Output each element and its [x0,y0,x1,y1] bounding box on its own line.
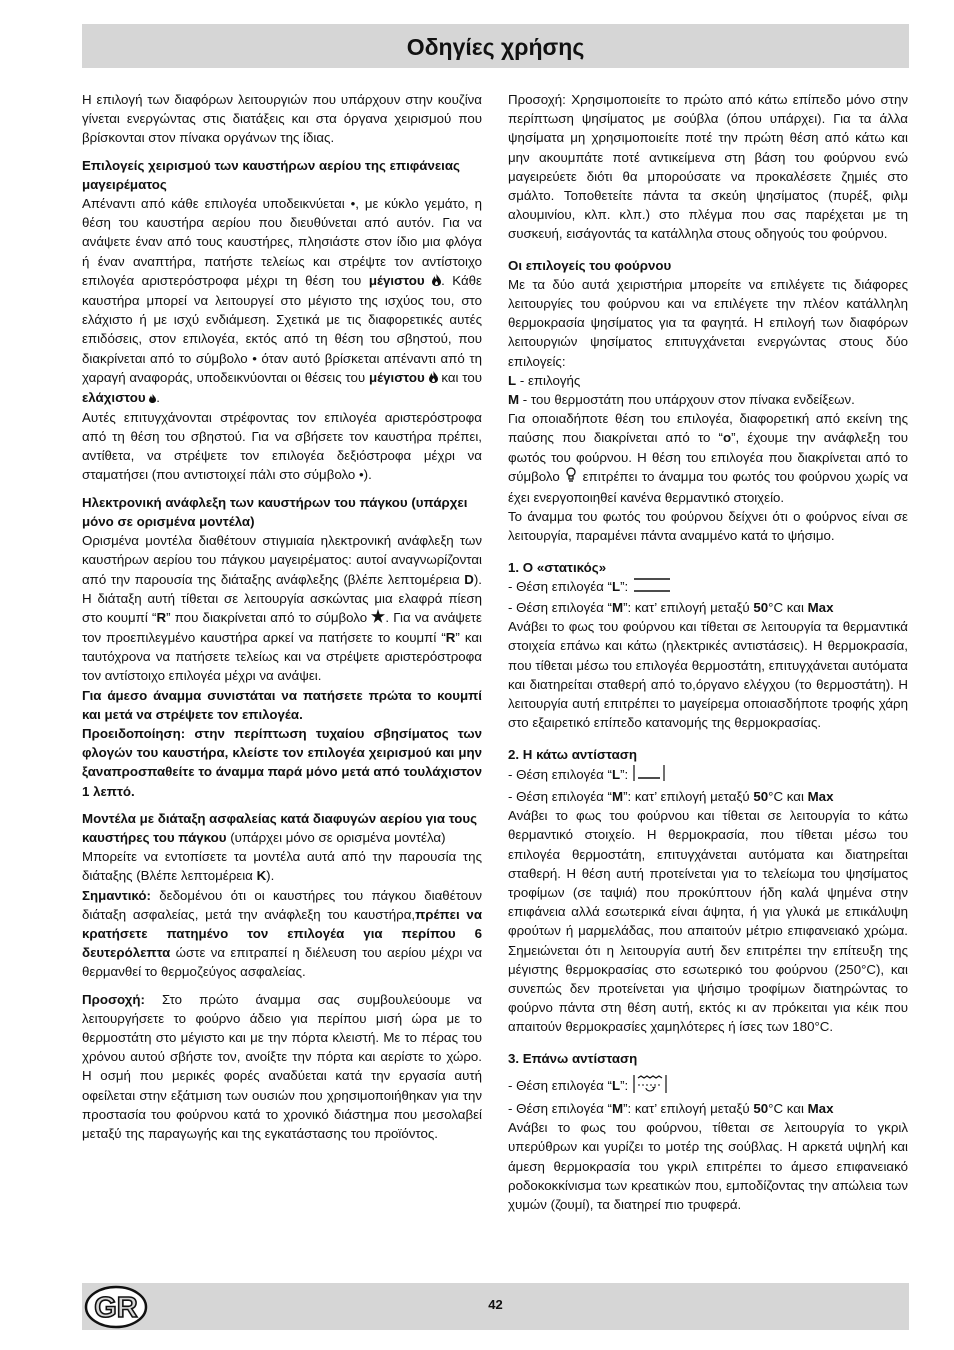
country-badge [84,1285,148,1334]
mode-2-description: Ανάβει το φως του φούρνου και τίθεται σε λειτουργία το κάτω θερμαντικό στοιχείο. Η θερμοκρασία, που τίθεται μέσω του επιλογέα θερμοστάτη, επιτυγχάνεται αυτόματα και διατηρείται σταθερή. Η θέση αυτή προτείνεται για το τελείωμα του ψησίματος τροφίμων (σε ταψιά) που προκύπτουν ήδη καλά ψημένα στην επιφάνεια αλλά εσωτερικά είναι άψητα, ή για γλυκά με επικάλυψη φρούτων ή μαρμελάδας, που απαιτούν μέτριο επιφανειακό χρώμα. Σημειώνεται ότι η λειτουργία αυτή δεν επιτρέπει την επίτευξη της μέγιστης θερμοκρασίας στο εσωτερικό του φούρνου (250°C), και συνεπώς δεν προτείνεται για ψήσιμο τροφίμων διατηρώντας το φούρνο πάντα στη θέση αυτή, εκτός κι αν πρόκειται για κέικ που απαιτούν θερμοκρασίες χαμηλότερες ή ίσες των 180°C. [508,808,908,1035]
electronic-ignition-heading: Ηλεκτρονική ανάφλεξη των καυστήρων του πάγκου (υπάρχει μόνο σε ορισμένα μοντέλα) [82,494,468,529]
oven-light-status-text: Το άναμμα του φωτός του φούρνου δείχνει ότι ο φούρνος είναι σε λειτουργία, παραμένει πάντα αναμμένο κατά το ψήσιμο. [508,509,908,544]
oven-selectors-text: Με τα δύο αυτά χειριστήρια μπορείτε να επιλέγετε τις διάφορες λειτουργίες του φούρνου και να επιλέγετε την πλέον κατάλληλη θερμοκρασία ψησίματος για τα φαγητά. Η επιλογή των διαφόρων λειτουργιών ψησίματος επιτυγχάνεται ενεργώντας στους δύο επιλογείς: [508,276,908,369]
safety-device-heading: Μοντέλα με διάταξη ασφαλείας κατά διαφυγών αερίου για τους καυστήρες του πάγκου (υπάρχει μόνο σε ορισμένα μοντέλα) [82,810,478,846]
country-badge-text: GR [94,1292,138,1324]
bottom-heating-icon [632,764,666,787]
intro-paragraph: Η επιλογή των διαφόρων λειτουργιών που υπάρχουν στην κουζίνα γίνεται ενεργώντας στις διατάξεις και στα όργανα χειρισμού που βρίσκονται στον πίνακα οργάνων της ίδιας. [82,92,482,146]
mode-3-description: Ανάβει το φως του φούρνου, τίθεται σε λειτουργία το γκριλ υπερύθρων και γυρίζει το μοτέρ της σούβλας. Η αρκετά υψηλή και άμεση θερμοκρασία του γκριλ επιτρέπει το άμεσο επιφανειακό ροδοκοκκίνισμα των κρεατικών που, εμποδίζοντας την απώλεια των χυμών (ζουμί), τα διατηρεί πιο τρυφερά. [508,1120,908,1212]
ignition-tip: Για άμεσο άναμμα συνιστάται να πατήσετε πρώτα το κουμπί και μετά να στρέψετε τον επιλογέα. [82,687,482,722]
oven-selectors-heading: Οι επιλογείς του φούρνου [508,257,672,273]
gas-burner-selectors-text: Απέναντι από κάθε επιλογέα υποδεικνύεται •, με κύκλο γεμάτο, η θέση του καυστήρα αερίου που διευθύνεται από αυτόν. Για να ανάψετε έναν από τους καυστήρες, πλησιάστε στον ίδιο μια φλόγα ή έναν αναπτήρα, πατήστε τελείως και στρέψτε τον αντίστοιχο επιλογέα αριστερόστροφα μέχρι τη θέση του μέγιστου . Κάθε καυστήρα μπορεί να λειτουργεί στο μέγιστο της ισχύος του, στο ελάχιστο ή με ισχύ ενδιάμεση. Σχετικά με τις διαφορετικές αυτές επιδόσεις, στον επιλογέα, εκτός από τη θέση του σβηστού, που διακρίνεται από το σύμβολο • όταν αυτό βρίσκεται απέναντι από τη χαραγή αναφοράς, υποδεικνύονται οι θέσεις του μέγιστου και του ελάχιστου . [82,194,482,408]
mode-1-position-l: - Θέση επιλογέα “L”: [508,577,908,598]
mode-1-position-m: - Θέση επιλογέα “M”: κατ’ επιλογή μεταξύ 50°C και Max [508,600,834,616]
safety-device-important: Σημαντικό: δεδομένου ότι οι καυστήρες του πάγκου διαθέτουν διάταξη ασφαλείας, μετά την ανάφλεξη του καυστήρα,πρέπει να κρατήσετε πατημένο τον επιλογέα για περίπου 6 δευτερόλεπτα ώστε να επιτραπεί η διέλευση του αερίου μέχρι να θερμανθεί το θερμοζεύγος ασφαλείας. [82,887,483,980]
right-column [508,90,908,1214]
oven-light-icon [564,467,578,488]
left-column [82,90,482,1151]
mode-2-heading: 2. Η κάτω αντίσταση [508,746,637,762]
mode-3-position-l: - Θέση επιλογέα “L”: [508,1074,908,1099]
mode-1-heading: 1. Ο «στατικός» [508,559,607,575]
large-flame-icon [432,272,441,291]
first-use-note: Προσοχή: Στο πρώτο άναμμα σας συμβουλεύουμε να λειτουργήσετε το φούρνο άδειο για περίπου μισή ώρα με το θερμοστάτη στο μέγιστο και με την πόρτα κλειστή. Με το πέρας του χρόνου αυτού σβήστε τον, ανοίξτε την πόρτα και αερίστε το χώρο. Η οσμή που μερικές φορές αναδύεται κατά την εργασία αυτή οφείλεται στην εξάτμιση των ουσιών που χρησιμοποιήθηκαν για την προστασία του φούρνου κατά το χρονικό διάστημα που μεσολαβεί μεταξύ της παραγωγής και της εγκατάστασης του προϊόντος. [82,991,482,1142]
top-bottom-heating-icon [632,577,672,598]
mode-2-position-l: - Θέση επιλογέα “L”: [508,764,908,787]
oven-light-text: Για οποιαδήποτε θέση του επιλογέα, διαφορετική από εκείνη της παύσης που διακρίνεται από το “o”, έχουμε την ανάφλεξη του φωτός του φούρνου. Η θέση του επιλογέα που διακρίνεται από το σύμβολο επιτρέπει το άναμμα του φωτός του φούρνου χωρίς να έχει ενεργοποιηθεί κανένα θερμαντικό στοιχείο. [508,411,909,506]
selector-l-line: L - επιλογής [508,372,581,388]
mode-2-position-m: - Θέση επιλογέα “M”: κατ’ επιλογή μεταξύ 50°C και Max [508,788,834,804]
small-flame-icon [149,389,156,408]
large-flame-icon [429,369,438,388]
gas-burner-turn-text: Αυτές επιτυγχάνονται στρέφοντας τον επιλογέα αριστερόστροφα από τη θέση του σβηστού. Για να σβήσετε τον καυστήρα πρέπει, αντίθετα, να στρέψετε τον επιλογέα δεξιόστροφα μέχρι να σταματήσει (που αντιστοιχεί πάλι στο σύμβολο •). [82,409,482,483]
page-footer [82,1283,909,1330]
ignition-warning: Προειδοποίηση: στην περίπτωση τυχαίου σβησίματος των φλογών του καυστήρα, κλείστε τον επιλογέα χειρισμού και μην ξαναπροσπαθείτε το άναμμα παρά μόνο μετά από τουλάχιστον 1 λεπτό. [82,726,482,799]
grill-rotisserie-icon [632,1074,668,1099]
oven-level-caution: Προσοχή: Χρησιμοποιείτε το πρώτο από κάτω επίπεδο μόνο στην περίπτωση ψησίματος με σούβλα (όπου υπάρχει). Για τα άλλα ψησίματα μη χρησιμοποιείτε ποτέ την πρώτη θέση από κάτω και μην ακουμπάτε ποτέ αντικείμενα στη βάση του φούρνου ενώ μαγειρεύετε διότι θα μπορούσατε να προκαλέσετε ζημιές στο σμάλτο. Τοποθετείτε πάντα τα σκεύη ψησίματος (πυρέξ, φιλμ αλουμινίου, κλπ. κλπ.) στο πλέγμα που σας παρέχεται με τη συσκευή, εισάγοντάς τα κατάλληλα στους οδηγούς του φούρνου. [508,92,908,242]
gas-burner-selectors-heading: Επιλογείς χειρισμού των καυστήρων αερίου της επιφάνειας μαγειρέματος [82,157,460,192]
ignition-star-icon [371,609,385,628]
electronic-ignition-text: Ορισμένα μοντέλα διαθέτουν στιγμιαία ηλεκτρονική ανάφλεξη των καυστήρων αερίου του πάγκου μαγειρέματος: αυτοί αναγνωρίζονται από την παρουσία της διάταξης ανάφλεξης (βλέπε λεπτομέρεια D). Η διάταξη αυτή τίθεται σε λειτουργία ασκώντας μια ελαφρά πίεση στο κουμπί “R” που διακρίνεται από το σύμβολο . Για να ανάψετε τον προεπιλεγμένο καυστήρα αρκεί να πατήσετε το κουμπί “R” και ταυτόχρονα να πατήσετε τελείως και να στρέψετε αριστερόστροφα τον αντίστοιχο επιλογέα μέχρι να ανάψει. [82,533,483,684]
page-header [82,24,909,68]
safety-device-text: Μπορείτε να εντοπίσετε τα μοντέλα αυτά από την παρουσία της διάταξης (Βλέπε λεπτομέρεια K). [82,849,482,884]
page-number: 42 [488,1297,503,1312]
mode-3-heading: 3. Επάνω αντίσταση [508,1050,638,1066]
page-title: Οδηγίες χρήσης [406,34,585,60]
selector-m-line: M - του θερμοστάτη που υπάρχουν στον πίνακα ενδείξεων. [508,392,855,408]
mode-3-position-m: - Θέση επιλογέα “M”: κατ’ επιλογή μεταξύ 50°C και Max [508,1100,834,1116]
mode-1-description: Ανάβει το φως του φούρνου και τίθεται σε λειτουργία τα θερμαντικά στοιχεία επάνω και κάτω (ηλεκτρικές αντιστάσεις). Η θερμοκρασία, που τίθεται μέσω του επιλογέα θερμοστάτη, επιτυγχάνεται αυτόματα και διατηρείται σταθερή από το,όργανο ελέγχου (το θερμοστάτη). Η λειτουργία αυτή επιτρέπει το μαγείρεμα οποιασδήποτε τροφής χάρη στο εξαιρετικό επίπεδο κατανομής της θερμοκρασίας. [508,619,908,731]
